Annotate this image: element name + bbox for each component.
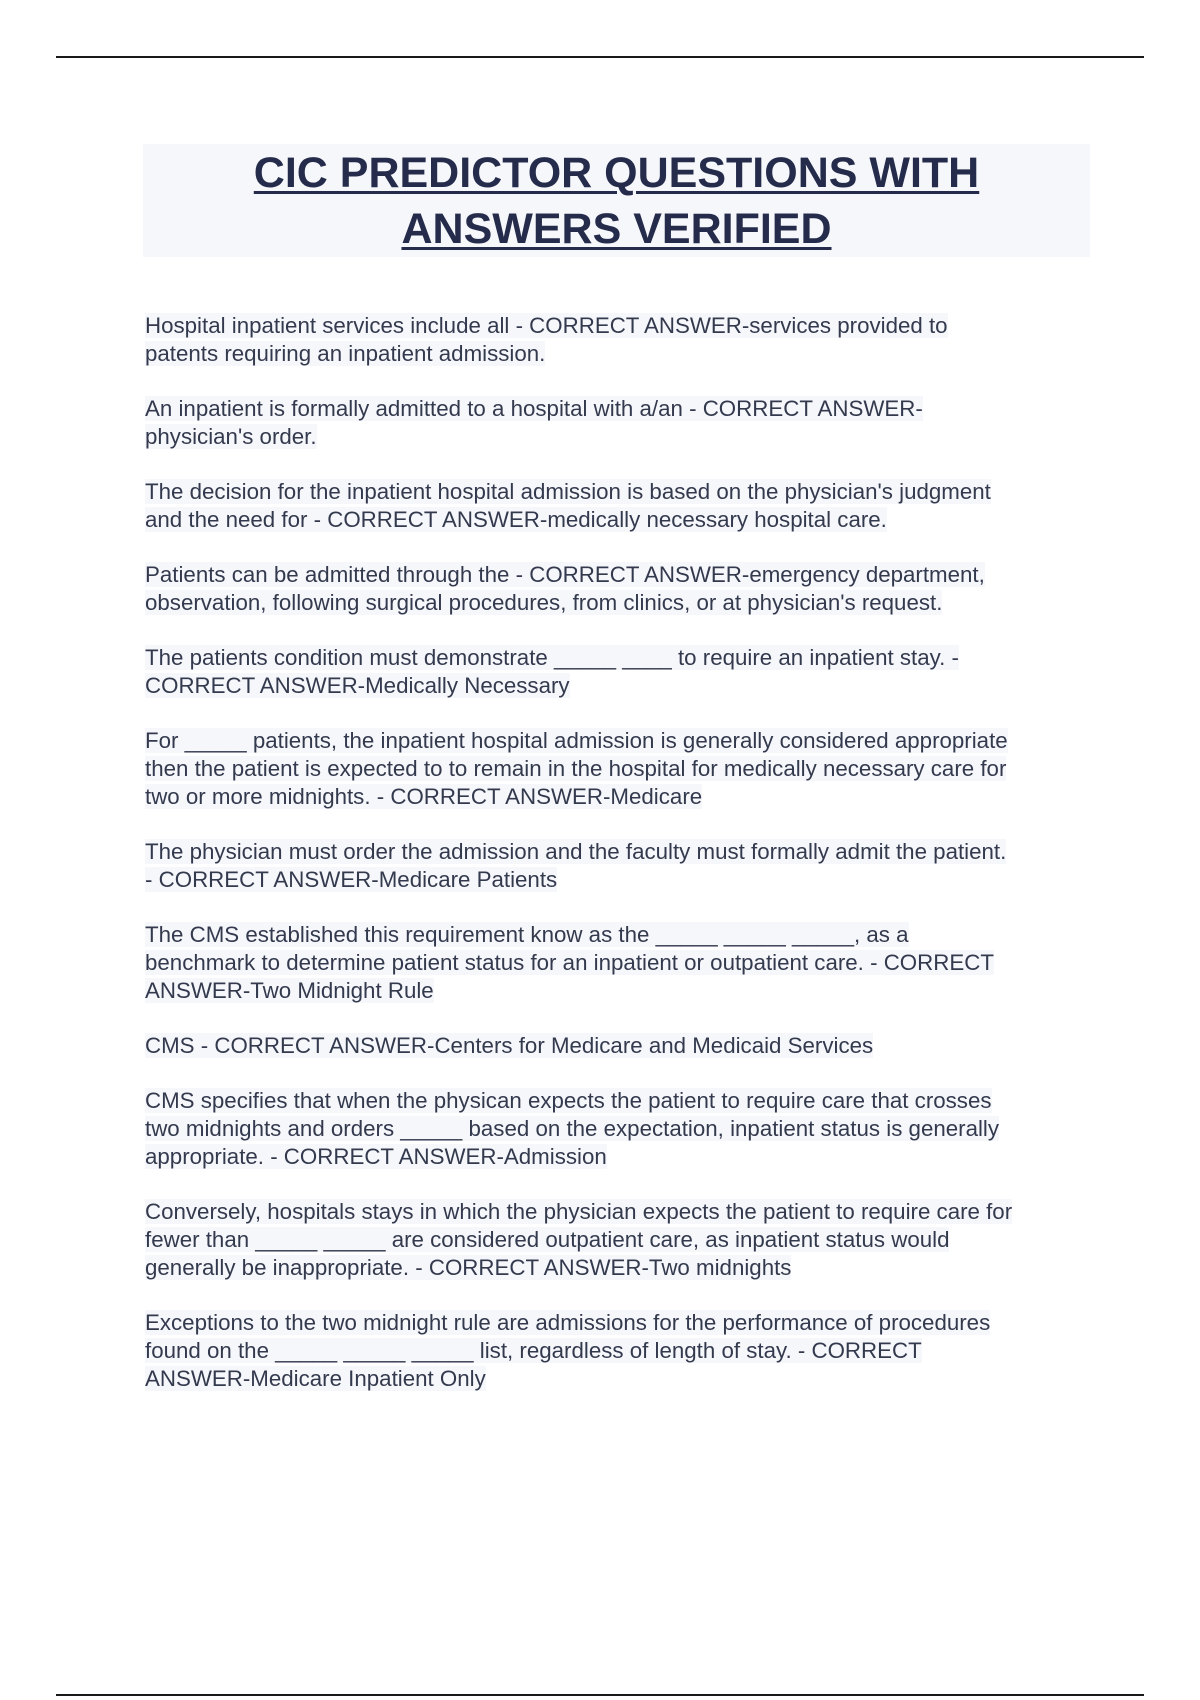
qa-line: The patients condition must demonstrate _____ ____ to require an inpatient stay. - — [145, 645, 959, 670]
qa-line: appropriate. - CORRECT ANSWER-Admission — [145, 1144, 607, 1169]
qa-line: An inpatient is formally admitted to a hospital with a/an - CORRECT ANSWER- — [145, 396, 923, 421]
qa-item — [145, 1032, 1095, 1060]
qa-list — [145, 312, 1095, 1420]
qa-line: For _____ patients, the inpatient hospital admission is generally considered appropriate — [145, 728, 1008, 753]
qa-item — [145, 561, 1095, 617]
qa-item — [145, 395, 1095, 451]
qa-line: - CORRECT ANSWER-Medicare Patients — [145, 867, 558, 892]
qa-item — [145, 727, 1095, 811]
qa-line: Patients can be admitted through the - CORRECT ANSWER-emergency department, — [145, 562, 985, 587]
qa-line: The decision for the inpatient hospital admission is based on the physician's judgment — [145, 479, 991, 504]
qa-line: fewer than _____ _____ are considered outpatient care, as inpatient status would — [145, 1227, 950, 1252]
qa-item — [145, 478, 1095, 534]
qa-item — [145, 644, 1095, 700]
qa-line: Exceptions to the two midnight rule are admissions for the performance of procedures — [145, 1310, 991, 1335]
qa-item — [145, 1087, 1095, 1171]
document-title — [143, 144, 1090, 257]
qa-line: CMS specifies that when the physican expects the patient to require care that crosses — [145, 1088, 992, 1113]
qa-line: observation, following surgical procedures, from clinics, or at physician's request. — [145, 590, 943, 615]
qa-item — [145, 312, 1095, 368]
qa-line: The CMS established this requirement know as the _____ _____ _____, as a — [145, 922, 909, 947]
qa-item — [145, 1309, 1095, 1393]
qa-line: ANSWER-Two Midnight Rule — [145, 978, 434, 1003]
qa-line: generally be inappropriate. - CORRECT ANSWER-Two midnights — [145, 1255, 792, 1280]
qa-item — [145, 838, 1095, 894]
title-line-2: ANSWERS VERIFIED — [401, 204, 832, 253]
qa-item — [145, 1198, 1095, 1282]
qa-line: The physician must order the admission and the faculty must formally admit the patient. — [145, 839, 1007, 864]
qa-line: Conversely, hospitals stays in which the physician expects the patient to require care for — [145, 1199, 1013, 1224]
qa-line: CMS - CORRECT ANSWER-Centers for Medicare and Medicaid Services — [145, 1033, 874, 1058]
title-line-1: CIC PREDICTOR QUESTIONS WITH — [253, 148, 980, 197]
qa-line: physician's order. — [145, 424, 317, 449]
top-divider — [56, 56, 1144, 58]
qa-line: patents requiring an inpatient admission. — [145, 341, 546, 366]
qa-line: two or more midnights. - CORRECT ANSWER-Medicare — [145, 784, 703, 809]
qa-line: and the need for - CORRECT ANSWER-medically necessary hospital care. — [145, 507, 887, 532]
qa-line: found on the _____ _____ _____ list, regardless of length of stay. - CORRECT — [145, 1338, 922, 1363]
qa-line: Hospital inpatient services include all - CORRECT ANSWER-services provided to — [145, 313, 948, 338]
bottom-divider — [56, 1694, 1144, 1696]
qa-line: benchmark to determine patient status for an inpatient or outpatient care. - CORRECT — [145, 950, 994, 975]
qa-line: two midnights and orders _____ based on the expectation, inpatient status is generally — [145, 1116, 1000, 1141]
qa-line: ANSWER-Medicare Inpatient Only — [145, 1366, 486, 1391]
qa-line: CORRECT ANSWER-Medically Necessary — [145, 673, 570, 698]
qa-item — [145, 921, 1095, 1005]
qa-line: then the patient is expected to to remain in the hospital for medically necessary care for — [145, 756, 1007, 781]
